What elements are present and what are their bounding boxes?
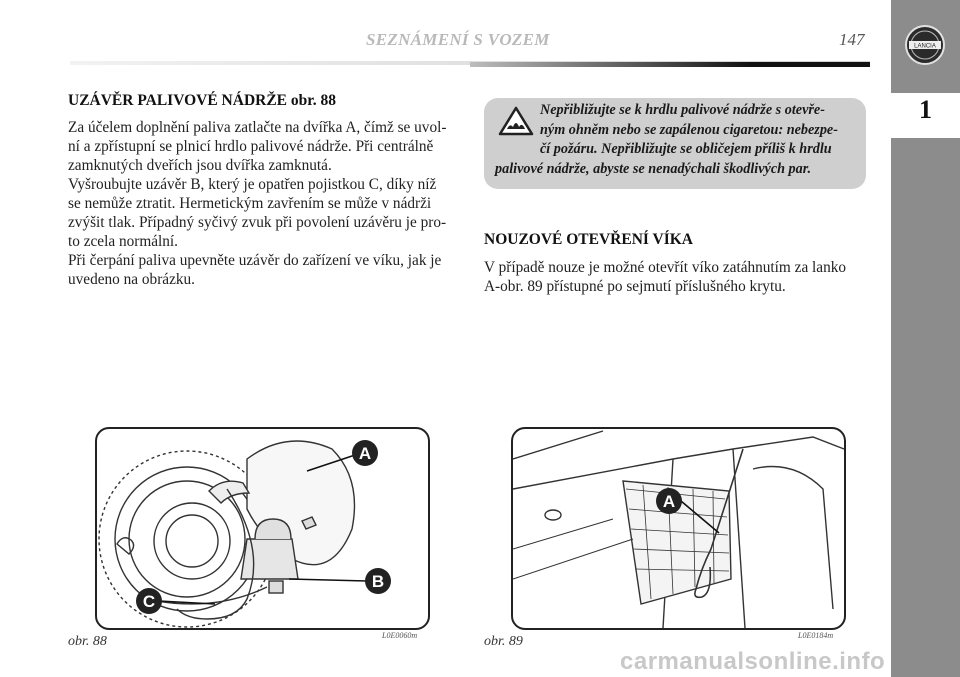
figure-88-caption: obr. 88	[68, 634, 107, 649]
warning-text	[495, 101, 857, 179]
header-rule-dark	[470, 62, 870, 67]
trunk-release-cable-illustration	[513, 429, 844, 628]
text-line: Za účelem doplnění paliva zatlačte na dvířka A, čímž se uvol-	[68, 119, 447, 136]
text-line: uvedeno na obrázku.	[68, 271, 195, 288]
warning-line: ným ohněm nebo se zapálenou cigaretou: nebezpe-	[540, 121, 838, 138]
fuel-filler-illustration	[97, 429, 428, 628]
chapter-number: 1	[919, 95, 932, 124]
figure-88	[95, 427, 430, 630]
page-number: 147	[839, 30, 865, 49]
text-line: zamknutých dveřích jsou dvířka zamknutá.	[68, 157, 332, 174]
lancia-logo-icon	[903, 22, 947, 68]
heading-main: UZÁVĚR PALIVOVÉ NÁDRŽE	[68, 92, 288, 109]
section-heading-emergency-opening: NOUZOVÉ OTEVŘENÍ VÍKA	[484, 231, 694, 248]
text-line: to zcela normální.	[68, 233, 179, 250]
figure-89-code: L0E0184m	[798, 631, 834, 640]
fuel-cap-paragraphs	[68, 118, 450, 289]
emergency-opening-paragraph	[484, 258, 866, 296]
heading-figure-ref: obr. 88	[290, 92, 336, 109]
figure-89	[511, 427, 846, 630]
warning-line: čí požáru. Nepřibližujte se obličejem příliš k hrdlu	[540, 141, 832, 157]
watermark: carmanualsonline.info	[620, 648, 886, 675]
text-line: A-obr. 89 přístupné po sejmutí příslušného krytu.	[484, 278, 786, 295]
text-line: Vyšroubujte uzávěr B, který je opatřen pojistkou C, díky níž	[68, 176, 437, 193]
text-line: se nemůže ztratit. Hermetickým zavřením se může v nádrži	[68, 195, 432, 212]
section-heading-fuel-cap	[68, 92, 336, 110]
svg-text:C: C	[142, 592, 156, 611]
text-line: Při čerpání paliva upevněte uzávěr do zařízení ve víku, jak je	[68, 252, 442, 269]
svg-text:B: B	[371, 572, 385, 591]
svg-text:A: A	[358, 444, 372, 463]
warning-line: palivové nádrže, abyste se nenadýchali škodlivých par.	[495, 160, 812, 177]
figure-88-code: L0E0060m	[382, 631, 418, 640]
running-section-title: SEZNÁMENÍ S VOZEM	[366, 30, 550, 49]
warning-line: Nepřibližujte se k hrdlu palivové nádrže s otevře-	[540, 102, 825, 118]
callout-label-c	[136, 588, 162, 614]
logo-wordmark: LANCIA	[914, 43, 936, 50]
text-line: ní a zpřístupní se plnicí hrdlo palivové nádrže. Při centrálně	[68, 138, 434, 155]
callout-label-b	[365, 568, 391, 594]
callout-label-a	[352, 440, 378, 466]
figure-89-caption: obr. 89	[484, 634, 523, 649]
text-line: zvýšit tlak. Případný syčivý zvuk při povolení uzávěru je pro-	[68, 214, 447, 231]
text-line: V případě nouze je možné otevřít víko zatáhnutím za lanko	[484, 259, 847, 276]
svg-text:A: A	[662, 492, 676, 511]
callout-label-a	[656, 488, 682, 514]
